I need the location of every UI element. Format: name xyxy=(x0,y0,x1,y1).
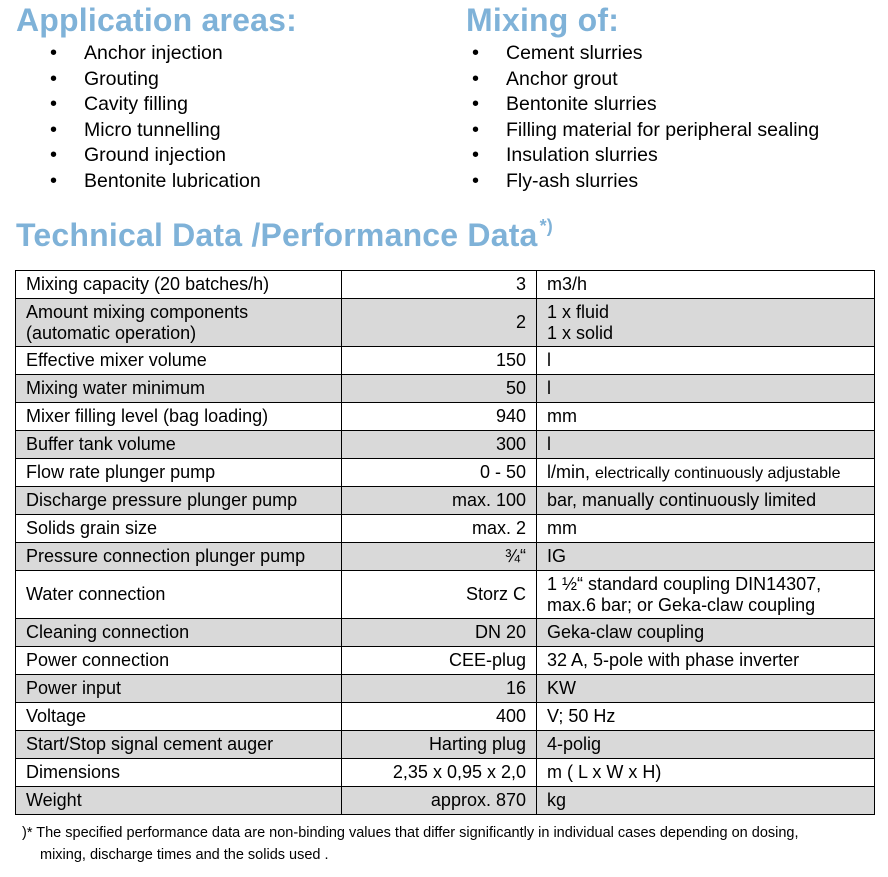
table-row xyxy=(16,619,875,647)
row-label: Start/Stop signal cement auger xyxy=(16,731,342,759)
mixing-of-list xyxy=(472,41,819,194)
row-value: ¾“ xyxy=(342,543,537,571)
footnote-line-1: )* The specified performance data are non-binding values that differ significantly in individual cases depending on dosing, xyxy=(22,825,799,841)
row-value: 2,35 x 0,95 x 2,0 xyxy=(342,759,537,787)
row-unit: V; 50 Hz xyxy=(537,703,875,731)
table-row xyxy=(16,675,875,703)
row-unit: 1 ½“ standard coupling DIN14307, max.6 bar; or Geka-claw coupling xyxy=(537,571,875,619)
list-item: • Anchor injection xyxy=(50,41,261,67)
row-value: 940 xyxy=(342,403,537,431)
row-unit: bar, manually continuously limited xyxy=(537,487,875,515)
table-row xyxy=(16,487,875,515)
table-row xyxy=(16,759,875,787)
list-item: • Insulation slurries xyxy=(472,143,819,169)
table-row xyxy=(16,787,875,815)
row-label: Mixer filling level (bag loading) xyxy=(16,403,342,431)
row-value: max. 100 xyxy=(342,487,537,515)
table-row xyxy=(16,271,875,299)
table-row xyxy=(16,515,875,543)
row-unit: 4-polig xyxy=(537,731,875,759)
application-areas-heading: Application areas: xyxy=(16,2,298,38)
list-item: • Ground injection xyxy=(50,143,261,169)
footnote xyxy=(22,822,882,866)
row-unit: 32 A, 5-pole with phase inverter xyxy=(537,647,875,675)
row-label: Weight xyxy=(16,787,342,815)
list-item: • Grouting xyxy=(50,67,261,93)
list-item: • Cement slurries xyxy=(472,41,819,67)
table-row xyxy=(16,459,875,487)
table-row xyxy=(16,647,875,675)
row-value: 16 xyxy=(342,675,537,703)
table-row xyxy=(16,703,875,731)
row-label: Power input xyxy=(16,675,342,703)
table-row xyxy=(16,431,875,459)
row-label: Voltage xyxy=(16,703,342,731)
row-value: Harting plug xyxy=(342,731,537,759)
table-row xyxy=(16,347,875,375)
row-value: CEE-plug xyxy=(342,647,537,675)
list-item: • Fly-ash slurries xyxy=(472,169,819,195)
row-value: 150 xyxy=(342,347,537,375)
row-label: Mixing capacity (20 batches/h) xyxy=(16,271,342,299)
table-row xyxy=(16,403,875,431)
row-unit: Geka-claw coupling xyxy=(537,619,875,647)
row-label: Mixing water minimum xyxy=(16,375,342,403)
list-item: • Filling material for peripheral sealing xyxy=(472,118,819,144)
row-unit: l xyxy=(537,347,875,375)
row-label: Water connection xyxy=(16,571,342,619)
row-unit: mm xyxy=(537,403,875,431)
row-value: 300 xyxy=(342,431,537,459)
row-unit: l/min, electrically continuously adjustable xyxy=(537,459,875,487)
list-item: • Anchor grout xyxy=(472,67,819,93)
row-unit: kg xyxy=(537,787,875,815)
row-unit: IG xyxy=(537,543,875,571)
list-item: • Bentonite slurries xyxy=(472,92,819,118)
row-unit: KW xyxy=(537,675,875,703)
row-value: 50 xyxy=(342,375,537,403)
row-label: Power connection xyxy=(16,647,342,675)
list-item: • Bentonite lubrication xyxy=(50,169,261,195)
technical-data-table xyxy=(15,270,875,815)
table-row xyxy=(16,543,875,571)
row-label: Pressure connection plunger pump xyxy=(16,543,342,571)
table-row xyxy=(16,299,875,347)
row-value: Storz C xyxy=(342,571,537,619)
application-areas-list xyxy=(50,41,261,194)
row-label: Buffer tank volume xyxy=(16,431,342,459)
row-value: 0 - 50 xyxy=(342,459,537,487)
row-label: Amount mixing components (automatic operation) xyxy=(16,299,342,347)
row-unit: m3/h xyxy=(537,271,875,299)
row-value: approx. 870 xyxy=(342,787,537,815)
table-row xyxy=(16,571,875,619)
row-label: Solids grain size xyxy=(16,515,342,543)
row-unit: mm xyxy=(537,515,875,543)
row-label: Flow rate plunger pump xyxy=(16,459,342,487)
technical-data-title: Technical Data /Performance Data xyxy=(16,217,538,253)
table-row xyxy=(16,375,875,403)
row-label: Dimensions xyxy=(16,759,342,787)
row-value: DN 20 xyxy=(342,619,537,647)
row-value: 3 xyxy=(342,271,537,299)
mixing-of-heading: Mixing of: xyxy=(466,2,620,38)
footnote-line-2: mixing, discharge times and the solids used . xyxy=(40,847,329,863)
row-label: Cleaning connection xyxy=(16,619,342,647)
list-item: • Cavity filling xyxy=(50,92,261,118)
technical-data-heading xyxy=(16,216,553,253)
row-value: 400 xyxy=(342,703,537,731)
row-value: max. 2 xyxy=(342,515,537,543)
row-unit: m ( L x W x H) xyxy=(537,759,875,787)
row-label: Discharge pressure plunger pump xyxy=(16,487,342,515)
table-row xyxy=(16,731,875,759)
row-unit: 1 x fluid 1 x solid xyxy=(537,299,875,347)
row-unit: l xyxy=(537,431,875,459)
footnote-marker: *) xyxy=(539,216,553,236)
row-label: Effective mixer volume xyxy=(16,347,342,375)
row-unit: l xyxy=(537,375,875,403)
row-value: 2 xyxy=(342,299,537,347)
list-item: • Micro tunnelling xyxy=(50,118,261,144)
